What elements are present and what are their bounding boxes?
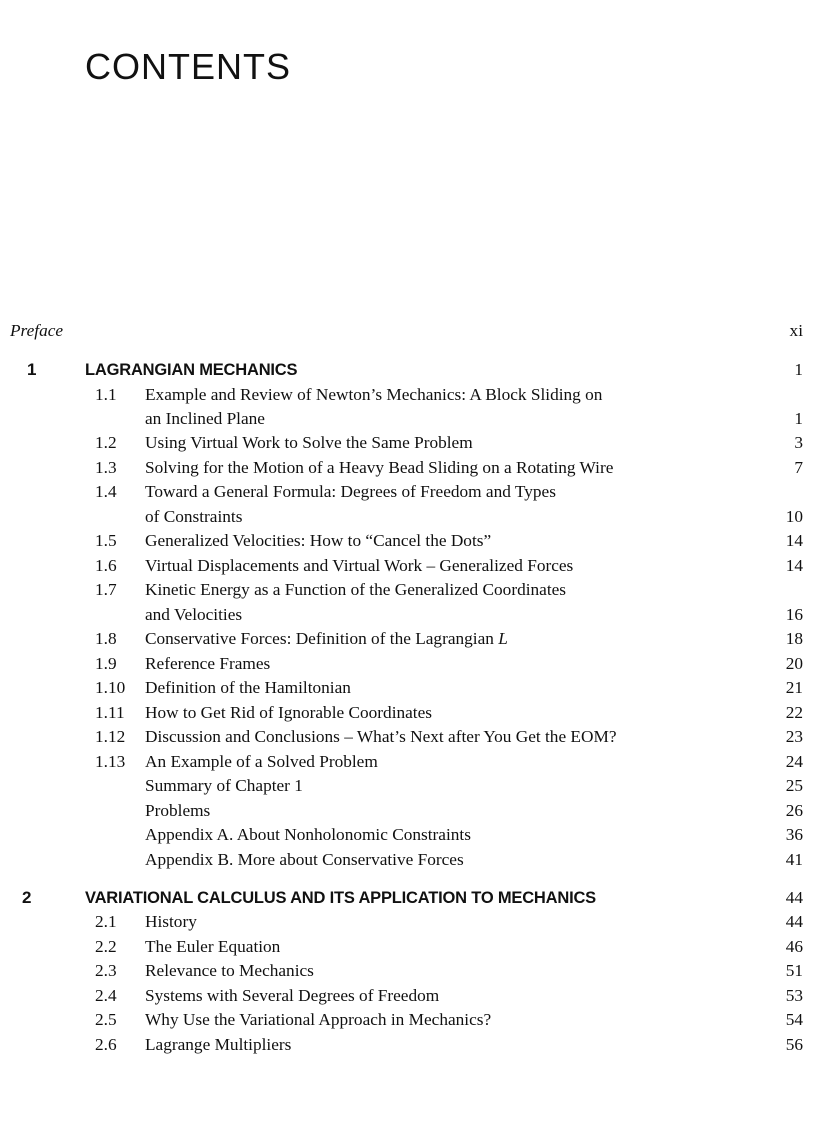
- section-page: 51: [785, 961, 803, 980]
- section-title-continued: an Inclined Plane: [145, 409, 265, 428]
- section-title-continued: and Velocities: [145, 605, 243, 624]
- section-number: 1.8: [95, 629, 117, 648]
- section-title: Toward a General Formula: Degrees of Freedom and Types: [145, 482, 556, 501]
- toc-section-1-7[interactable]: [0, 578, 816, 602]
- lagrangian-symbol: L: [498, 629, 508, 648]
- toc-chapter-2[interactable]: [0, 886, 816, 910]
- chapter-number: 1: [27, 360, 37, 379]
- section-page: 16: [785, 605, 803, 624]
- toc-section-1-3[interactable]: [0, 456, 816, 480]
- chapter-page: 1: [794, 360, 803, 379]
- section-number: 1.2: [95, 433, 117, 452]
- toc-appendix-a[interactable]: [0, 823, 816, 847]
- toc-section-1-9[interactable]: [0, 652, 816, 676]
- preface-label: Preface: [10, 321, 64, 340]
- toc-section-2-2[interactable]: [0, 935, 816, 959]
- toc-section-1-1[interactable]: [0, 383, 816, 407]
- section-title: History: [145, 912, 197, 931]
- section-title-text: Conservative Forces: Definition of the Lagrangian: [145, 629, 494, 648]
- toc-entry-preface[interactable]: [0, 319, 816, 343]
- extra-page: 36: [785, 825, 803, 844]
- page-title: CONTENTS: [85, 46, 291, 87]
- section-number: 1.5: [95, 531, 117, 550]
- section-page: 24: [785, 752, 803, 771]
- section-page: 1: [794, 409, 803, 428]
- toc-problems[interactable]: [0, 799, 816, 823]
- section-number: 2.3: [95, 961, 117, 980]
- extra-title: Appendix B. More about Conservative Forces: [145, 850, 464, 869]
- toc-section-1-10[interactable]: [0, 676, 816, 700]
- toc-section-1-4-cont[interactable]: [0, 505, 816, 529]
- extra-title: Summary of Chapter 1: [145, 776, 303, 795]
- section-page: 18: [785, 629, 803, 648]
- section-number: 1.12: [95, 727, 126, 746]
- toc-section-1-7-cont[interactable]: [0, 603, 816, 627]
- section-page: 14: [785, 531, 803, 550]
- extra-title: Appendix A. About Nonholonomic Constraints: [145, 825, 471, 844]
- preface-page: xi: [789, 321, 803, 340]
- chapter-number: 2: [22, 888, 32, 907]
- toc-section-2-6[interactable]: [0, 1033, 816, 1057]
- toc-section-1-5[interactable]: [0, 529, 816, 553]
- section-title: Kinetic Energy as a Function of the Generalized Coordinates: [145, 580, 567, 599]
- section-number: 1.11: [95, 703, 125, 722]
- section-title: Definition of the Hamiltonian: [145, 678, 351, 697]
- toc-summary-chapter-1[interactable]: [0, 774, 816, 798]
- section-number: 2.2: [95, 937, 117, 956]
- section-page: 14: [785, 556, 803, 575]
- section-page: 46: [785, 937, 803, 956]
- toc-section-2-4[interactable]: [0, 984, 816, 1008]
- section-number: 1.1: [95, 385, 117, 404]
- section-number: 1.10: [95, 678, 126, 697]
- extra-page: 41: [785, 850, 803, 869]
- toc-section-1-13[interactable]: [0, 750, 816, 774]
- section-number: 2.6: [95, 1035, 117, 1054]
- section-number: 2.5: [95, 1010, 117, 1029]
- chapter-title: VARIATIONAL CALCULUS AND ITS APPLICATION TO MECHANICS: [85, 889, 596, 907]
- toc-section-1-11[interactable]: [0, 701, 816, 725]
- toc-section-1-2[interactable]: [0, 431, 816, 455]
- toc-section-1-8[interactable]: [0, 627, 816, 651]
- section-page: 7: [794, 458, 803, 477]
- section-title: Why Use the Variational Approach in Mechanics?: [145, 1010, 492, 1029]
- section-page: 3: [794, 433, 803, 452]
- section-title: Discussion and Conclusions – What’s Next after You Get the EOM?: [145, 727, 617, 746]
- extra-page: 26: [785, 801, 803, 820]
- section-title: Solving for the Motion of a Heavy Bead Sliding on a Rotating Wire: [145, 458, 614, 477]
- section-number: 1.4: [95, 482, 117, 501]
- section-number: 1.6: [95, 556, 117, 575]
- section-title: The Euler Equation: [145, 937, 281, 956]
- section-page: 53: [785, 986, 803, 1005]
- section-number: 1.7: [95, 580, 117, 599]
- section-title: Reference Frames: [145, 654, 271, 673]
- section-number: 1.9: [95, 654, 117, 673]
- section-page: 23: [785, 727, 803, 746]
- toc-section-1-1-cont[interactable]: [0, 407, 816, 431]
- section-title: An Example of a Solved Problem: [145, 752, 378, 771]
- section-number: 1.3: [95, 458, 117, 477]
- section-page: 22: [785, 703, 803, 722]
- chapter-title: LAGRANGIAN MECHANICS: [85, 361, 298, 379]
- toc-section-2-5[interactable]: [0, 1008, 816, 1032]
- toc-section-1-4[interactable]: [0, 480, 816, 504]
- section-title-continued: of Constraints: [145, 507, 243, 526]
- section-page: 10: [785, 507, 803, 526]
- toc-section-2-1[interactable]: [0, 910, 816, 934]
- extra-title: Problems: [145, 801, 211, 820]
- toc-section-2-3[interactable]: [0, 959, 816, 983]
- section-page: 54: [785, 1010, 803, 1029]
- toc-appendix-b[interactable]: [0, 848, 816, 872]
- section-title: Using Virtual Work to Solve the Same Problem: [145, 433, 473, 452]
- section-number: 2.4: [95, 986, 117, 1005]
- section-title: How to Get Rid of Ignorable Coordinates: [145, 703, 433, 722]
- section-title: Virtual Displacements and Virtual Work – Generalized Forces: [145, 556, 574, 575]
- section-number: 2.1: [95, 912, 117, 931]
- section-title: Relevance to Mechanics: [145, 961, 314, 980]
- section-number: 1.13: [95, 752, 126, 771]
- chapter-page: 44: [785, 888, 803, 907]
- section-title: Generalized Velocities: How to “Cancel the Dots”: [145, 531, 492, 550]
- toc-chapter-1[interactable]: [0, 358, 816, 382]
- section-title: [145, 627, 508, 651]
- section-title: Systems with Several Degrees of Freedom: [145, 986, 440, 1005]
- section-title: Lagrange Multipliers: [145, 1035, 292, 1054]
- toc-section-1-6[interactable]: [0, 554, 816, 578]
- section-page: 44: [785, 912, 803, 931]
- section-page: 20: [785, 654, 803, 673]
- toc-section-1-12[interactable]: [0, 725, 816, 749]
- section-title: Example and Review of Newton’s Mechanics: A Block Sliding on: [145, 385, 603, 404]
- section-page: 21: [785, 678, 803, 697]
- section-page: 56: [785, 1035, 803, 1054]
- extra-page: 25: [785, 776, 803, 795]
